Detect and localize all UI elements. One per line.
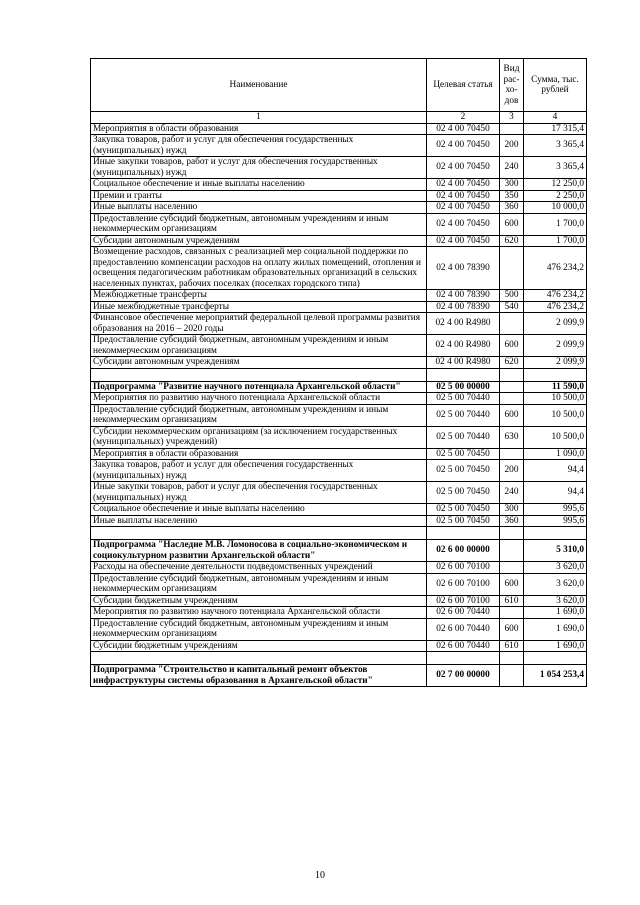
sum-cell: 476 234,2 [524, 301, 587, 313]
sum-cell: 995,6 [524, 515, 587, 527]
name-cell: Мероприятия по развитию научного потенциала Архангельской области [91, 607, 427, 619]
sum-cell: 1 700,0 [524, 235, 587, 247]
type-cell: 360 [500, 202, 524, 214]
code-cell: 02 4 00 70450 [427, 179, 500, 191]
type-cell [500, 381, 524, 393]
name-cell: Иные выплаты населению [91, 202, 427, 214]
code-cell: 02 5 00 00000 [427, 381, 500, 393]
code-cell: 02 5 00 70440 [427, 404, 500, 426]
sum-cell: 10 500,0 [524, 393, 587, 405]
spacer-row [91, 527, 587, 540]
table-row [91, 404, 587, 426]
code-cell: 02 5 00 70440 [427, 393, 500, 405]
sum-cell: 1 054 253,4 [524, 665, 587, 687]
sum-cell: 1 690,0 [524, 618, 587, 640]
name-cell: Мероприятия по развитию научного потенциала Архангельской области [91, 393, 427, 405]
subprogram-row [91, 540, 587, 562]
type-cell: 620 [500, 235, 524, 247]
sum-cell: 11 590,0 [524, 381, 587, 393]
code-cell: 02 6 00 70440 [427, 640, 500, 652]
column-number: 3 [500, 112, 524, 124]
code-cell: 02 4 00 70450 [427, 235, 500, 247]
type-cell [500, 540, 524, 562]
type-cell: 600 [500, 618, 524, 640]
spacer-cell [524, 368, 587, 381]
sum-cell: 1 690,0 [524, 640, 587, 652]
name-cell: Предоставление субсидий бюджетным, автономным учреждениям и иным некоммерческим организациям [91, 618, 427, 640]
table-row [91, 448, 587, 460]
name-cell: Закупка товаров, работ и услуг для обеспечения государственных (муниципальных) нужд [91, 460, 427, 482]
name-cell: Межбюджетные трансферты [91, 290, 427, 302]
column-number: 1 [91, 112, 427, 124]
sum-cell: 1 700,0 [524, 213, 587, 235]
sum-cell: 2 099,9 [524, 335, 587, 357]
sum-cell: 17 315,4 [524, 123, 587, 135]
type-cell: 630 [500, 426, 524, 448]
name-cell: Подпрограмма "Развитие научного потенциала Архангельской области" [91, 381, 427, 393]
name-cell: Предоставление субсидий бюджетным, автономным учреждениям и иным некоммерческим организациям [91, 213, 427, 235]
type-cell [500, 247, 524, 290]
type-cell: 600 [500, 573, 524, 595]
type-cell [500, 393, 524, 405]
table-row [91, 213, 587, 235]
type-cell [500, 123, 524, 135]
table-row [91, 123, 587, 135]
spacer-cell [427, 368, 500, 381]
header-code: Целевая статья [427, 59, 500, 112]
sum-cell: 476 234,2 [524, 290, 587, 302]
table-row [91, 595, 587, 607]
name-cell: Подпрограмма "Наследие М.В. Ломоносова в социально-экономическом и социокультурном развитии Архангельской области" [91, 540, 427, 562]
name-cell: Иные межбюджетные трансферты [91, 301, 427, 313]
spacer-cell [524, 527, 587, 540]
name-cell: Мероприятия в области образования [91, 123, 427, 135]
spacer-cell [500, 527, 524, 540]
spacer-cell [500, 652, 524, 665]
type-cell: 610 [500, 640, 524, 652]
name-cell: Мероприятия в области образования [91, 448, 427, 460]
table-row [91, 618, 587, 640]
sum-cell: 995,6 [524, 504, 587, 516]
type-cell: 360 [500, 515, 524, 527]
spacer-cell [427, 652, 500, 665]
spacer-cell [500, 368, 524, 381]
name-cell: Предоставление субсидий бюджетным, автономным учреждениям и иным некоммерческим организациям [91, 335, 427, 357]
table-row [91, 202, 587, 214]
sum-cell: 3 365,4 [524, 157, 587, 179]
type-cell: 240 [500, 482, 524, 504]
table-row [91, 607, 587, 619]
code-cell: 02 6 00 70100 [427, 595, 500, 607]
code-cell: 02 7 00 00000 [427, 665, 500, 687]
type-cell: 600 [500, 213, 524, 235]
name-cell: Социальное обеспечение и иные выплаты населению [91, 179, 427, 191]
spacer-cell [91, 527, 427, 540]
type-cell: 500 [500, 290, 524, 302]
table-row [91, 504, 587, 516]
code-cell: 02 4 00 70450 [427, 123, 500, 135]
sum-cell: 10 500,0 [524, 426, 587, 448]
code-cell: 02 5 00 70440 [427, 426, 500, 448]
subprogram-row [91, 665, 587, 687]
table-row [91, 460, 587, 482]
sum-cell: 3 365,4 [524, 135, 587, 157]
sum-cell: 2 099,9 [524, 357, 587, 369]
table-row [91, 301, 587, 313]
name-cell: Субсидии автономным учреждениям [91, 235, 427, 247]
name-cell: Возмещение расходов, связанных с реализацией мер социальной поддержки по предоставлению компенсации расходов на оплату жилых помещений, отопления и освещения педагогическим работникам образовательных организаций в сельских населенных пунктах, рабочих поселках (поселках городского типа) [91, 247, 427, 290]
table-row [91, 482, 587, 504]
code-cell: 02 4 00 70450 [427, 190, 500, 202]
table-row [91, 157, 587, 179]
name-cell: Иные выплаты населению [91, 515, 427, 527]
code-cell: 02 4 00 R4980 [427, 313, 500, 335]
name-cell: Закупка товаров, работ и услуг для обеспечения государственных (муниципальных) нужд [91, 135, 427, 157]
code-cell: 02 5 00 70450 [427, 448, 500, 460]
name-cell: Иные закупки товаров, работ и услуг для обеспечения государственных (муниципальных) нужд [91, 482, 427, 504]
column-number-row [91, 112, 587, 124]
sum-cell: 2 250,0 [524, 190, 587, 202]
table-row [91, 190, 587, 202]
sum-cell: 10 500,0 [524, 404, 587, 426]
name-cell: Иные закупки товаров, работ и услуг для обеспечения государственных (муниципальных) нужд [91, 157, 427, 179]
spacer-row [91, 652, 587, 665]
header-name: Наименование [91, 59, 427, 112]
column-number: 4 [524, 112, 587, 124]
table-row [91, 135, 587, 157]
sum-cell: 5 310,0 [524, 540, 587, 562]
table-header-row [91, 59, 587, 112]
name-cell: Социальное обеспечение и иные выплаты населению [91, 504, 427, 516]
table-row [91, 426, 587, 448]
name-cell: Субсидии некоммерческим организациям (за исключением государственных (муниципальных) учреждений) [91, 426, 427, 448]
code-cell: 02 6 00 00000 [427, 540, 500, 562]
code-cell: 02 4 00 70450 [427, 213, 500, 235]
spacer-cell [91, 652, 427, 665]
code-cell: 02 6 00 70100 [427, 573, 500, 595]
name-cell: Премии и гранты [91, 190, 427, 202]
sum-cell: 3 620,0 [524, 573, 587, 595]
code-cell: 02 4 00 70450 [427, 202, 500, 214]
table-row [91, 335, 587, 357]
header-sum: Сумма, тыс. рублей [524, 59, 587, 112]
code-cell: 02 4 00 78390 [427, 247, 500, 290]
spacer-cell [91, 368, 427, 381]
name-cell: Расходы на обеспечение деятельности подведомственных учреждений [91, 562, 427, 574]
code-cell: 02 5 00 70450 [427, 482, 500, 504]
table-row [91, 179, 587, 191]
type-cell: 600 [500, 404, 524, 426]
sum-cell: 3 620,0 [524, 562, 587, 574]
code-cell: 02 4 00 70450 [427, 135, 500, 157]
name-cell: Предоставление субсидий бюджетным, автономным учреждениям и иным некоммерческим организациям [91, 404, 427, 426]
code-cell: 02 4 00 78390 [427, 301, 500, 313]
table-row [91, 357, 587, 369]
name-cell: Субсидии бюджетным учреждениям [91, 595, 427, 607]
table-row [91, 640, 587, 652]
name-cell: Предоставление субсидий бюджетным, автономным учреждениям и иным некоммерческим организациям [91, 573, 427, 595]
type-cell: 300 [500, 179, 524, 191]
type-cell: 350 [500, 190, 524, 202]
name-cell: Финансовое обеспечение мероприятий федеральной целевой программы развития образования на 2016 – 2020 годы [91, 313, 427, 335]
sum-cell: 1 690,0 [524, 607, 587, 619]
code-cell: 02 6 00 70440 [427, 618, 500, 640]
code-cell: 02 5 00 70450 [427, 504, 500, 516]
type-cell: 300 [500, 504, 524, 516]
spacer-row [91, 368, 587, 381]
sum-cell: 12 250,0 [524, 179, 587, 191]
type-cell [500, 448, 524, 460]
type-cell: 200 [500, 135, 524, 157]
table-row [91, 247, 587, 290]
code-cell: 02 5 00 70450 [427, 515, 500, 527]
header-type: Вид рас-хо-дов [500, 59, 524, 112]
sum-cell: 1 090,0 [524, 448, 587, 460]
type-cell: 240 [500, 157, 524, 179]
table-row [91, 290, 587, 302]
table-row [91, 393, 587, 405]
table-row [91, 573, 587, 595]
code-cell: 02 4 00 78390 [427, 290, 500, 302]
spacer-cell [524, 652, 587, 665]
column-number: 2 [427, 112, 500, 124]
name-cell: Субсидии бюджетным учреждениям [91, 640, 427, 652]
table-body [91, 123, 587, 687]
type-cell [500, 665, 524, 687]
table-row [91, 235, 587, 247]
sum-cell: 476 234,2 [524, 247, 587, 290]
name-cell: Подпрограмма "Строительство и капитальный ремонт объектов инфраструктуры системы образования в Архангельской области" [91, 665, 427, 687]
code-cell: 02 5 00 70450 [427, 460, 500, 482]
sum-cell: 3 620,0 [524, 595, 587, 607]
budget-table [90, 58, 587, 687]
code-cell: 02 6 00 70440 [427, 607, 500, 619]
sum-cell: 10 000,0 [524, 202, 587, 214]
table-row [91, 515, 587, 527]
code-cell: 02 6 00 70100 [427, 562, 500, 574]
type-cell: 540 [500, 301, 524, 313]
code-cell: 02 4 00 70450 [427, 157, 500, 179]
type-cell [500, 562, 524, 574]
code-cell: 02 4 00 R4980 [427, 357, 500, 369]
type-cell: 610 [500, 595, 524, 607]
name-cell: Субсидии автономным учреждениям [91, 357, 427, 369]
sum-cell: 94,4 [524, 482, 587, 504]
type-cell: 620 [500, 357, 524, 369]
type-cell: 200 [500, 460, 524, 482]
sum-cell: 94,4 [524, 460, 587, 482]
code-cell: 02 4 00 R4980 [427, 335, 500, 357]
subprogram-row [91, 381, 587, 393]
table-row [91, 313, 587, 335]
type-cell: 600 [500, 335, 524, 357]
page-number: 10 [315, 870, 325, 881]
sum-cell: 2 099,9 [524, 313, 587, 335]
spacer-cell [427, 527, 500, 540]
type-cell [500, 313, 524, 335]
type-cell [500, 607, 524, 619]
table-row [91, 562, 587, 574]
